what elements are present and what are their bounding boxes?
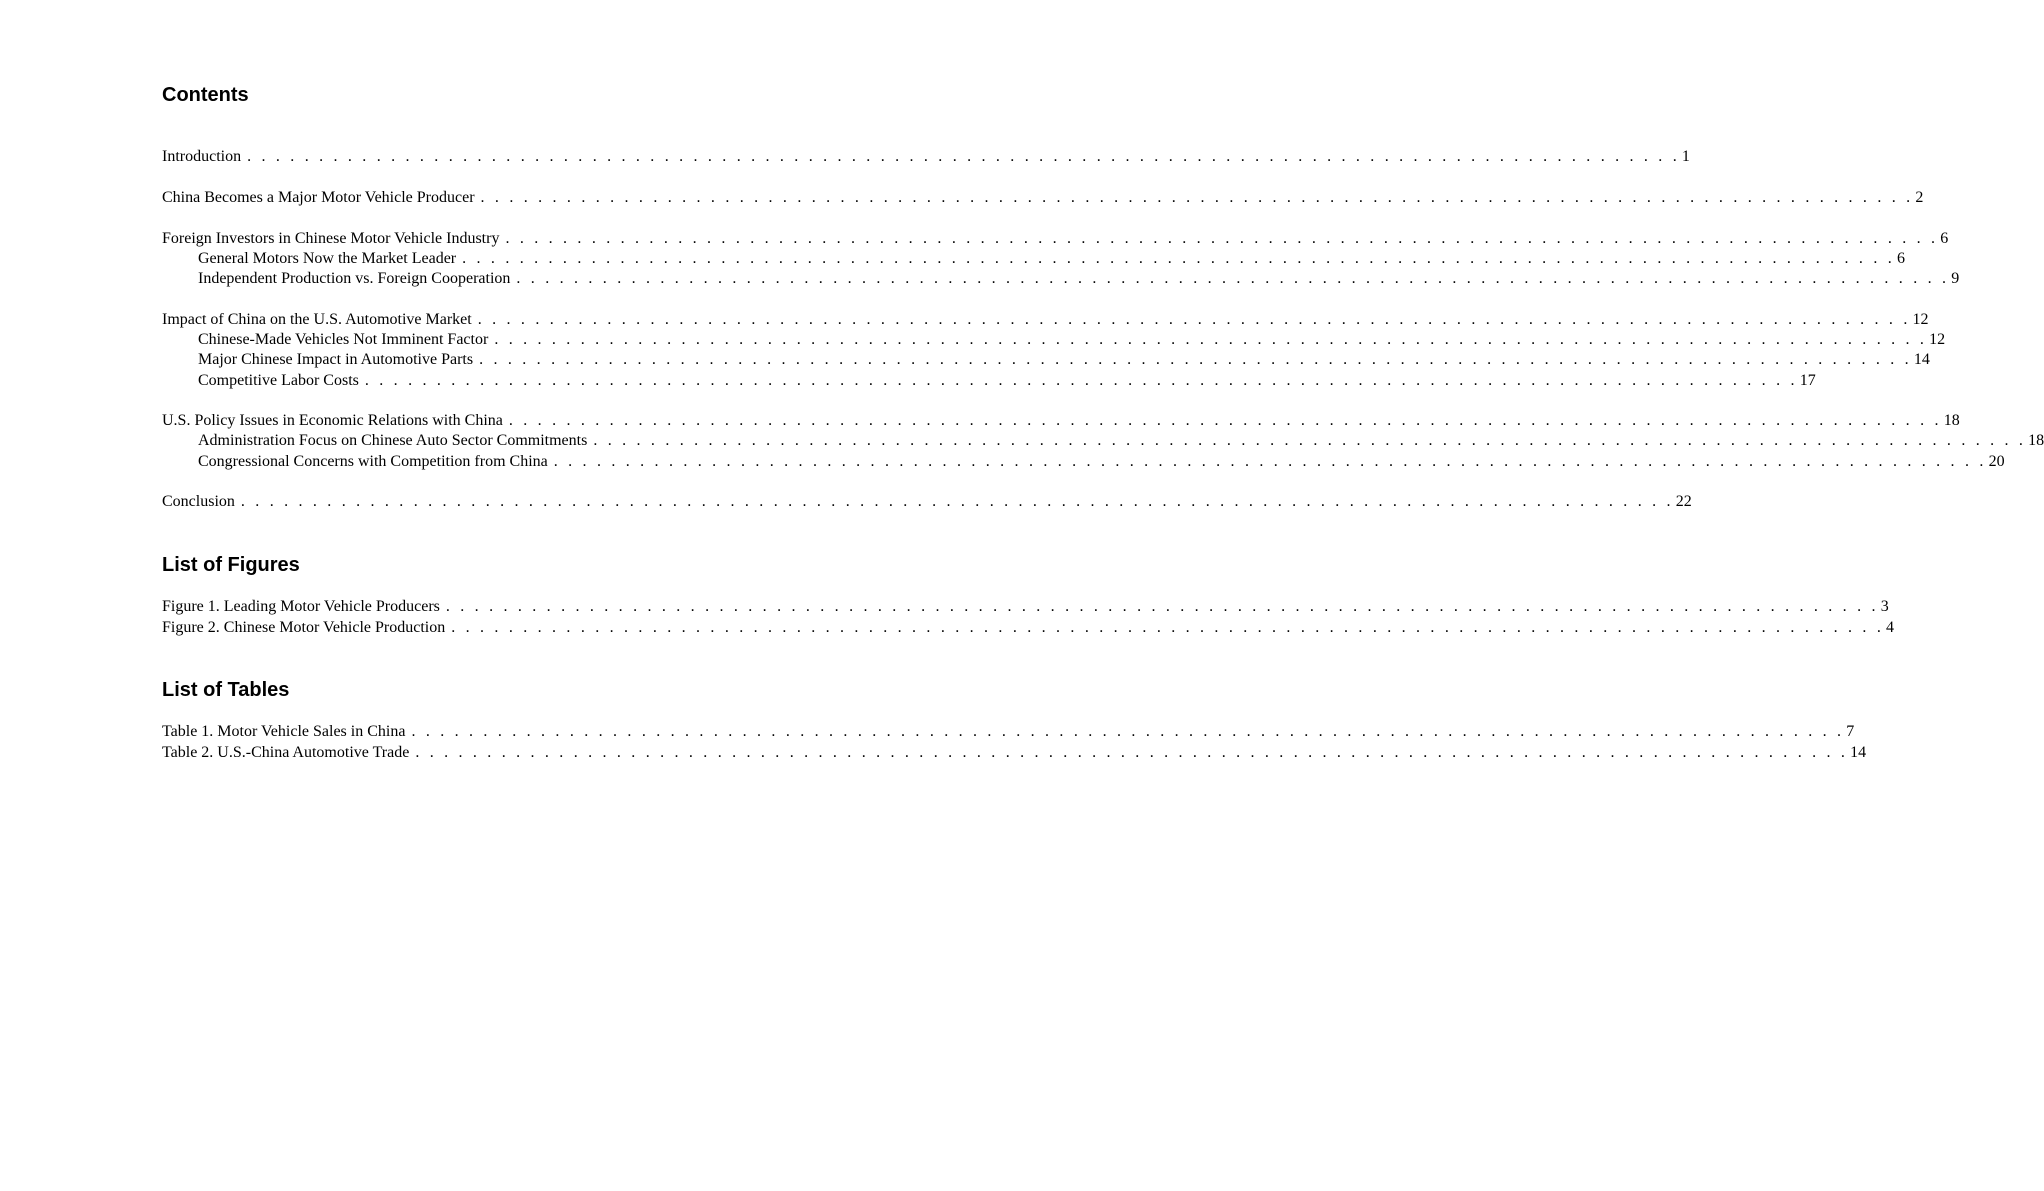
toc-entry-page: 22 bbox=[1675, 493, 1692, 510]
figure-entry-title: Figure 1. Leading Motor Vehicle Producers bbox=[162, 598, 440, 615]
toc-entry-page: 2 bbox=[1915, 189, 1924, 206]
toc-entry-title: Major Chinese Impact in Automotive Parts bbox=[198, 351, 474, 368]
toc-entry-page: 6 bbox=[1896, 250, 1905, 267]
toc-entry-us-policy-issues[interactable] bbox=[162, 411, 1960, 431]
table-entry-title: Table 2. U.S.-China Automotive Trade bbox=[162, 744, 410, 761]
table-entry-title: Table 1. Motor Vehicle Sales in China bbox=[162, 723, 406, 740]
dot-leader: . . . . . . . . . . . . . . . . . . . . . . . . . . . . . . . . . . . . . . . . . . . . . . . . . . . . . . . . . . . . . . . . . . . . . . . . . . . . . . . . . . . . . . . . . . . . . . . . . . . . bbox=[451, 619, 1885, 636]
toc-entry-introduction[interactable] bbox=[162, 147, 1690, 167]
contents-heading: Contents bbox=[162, 84, 249, 106]
toc-entry-chinese-made-vehicles[interactable] bbox=[198, 330, 1946, 350]
dot-leader: . . . . . . . . . . . . . . . . . . . . . . . . . . . . . . . . . . . . . . . . . . . . . . . . . . . . . . . . . . . . . . . . . . . . . . . . . . . . . . . . . . . . . . . . . . . . . . . . . . . . bbox=[480, 189, 1914, 206]
toc-entry-page: 12 bbox=[1912, 311, 1929, 328]
toc-entry-page: 6 bbox=[1940, 230, 1949, 247]
figure-entry-2[interactable] bbox=[162, 618, 1895, 638]
figure-entry-title: Figure 2. Chinese Motor Vehicle Production bbox=[162, 619, 446, 636]
toc-entry-title: Impact of China on the U.S. Automotive Market bbox=[162, 311, 472, 328]
toc-entry-title: Conclusion bbox=[162, 493, 235, 510]
toc-entry-administration-focus[interactable] bbox=[198, 431, 2044, 451]
dot-leader: . . . . . . . . . . . . . . . . . . . . . . . . . . . . . . . . . . . . . . . . . . . . . . . . . . . . . . . . . . . . . . . . . . . . . . . . . . . . . . . . . . . . . . . . . . . . . . . . . . . . bbox=[508, 412, 1942, 429]
dot-leader: . . . . . . . . . . . . . . . . . . . . . . . . . . . . . . . . . . . . . . . . . . . . . . . . . . . . . . . . . . . . . . . . . . . . . . . . . . . . . . . . . . . . . . . . . . . . . . . . . . . . bbox=[411, 723, 1845, 740]
toc-entry-labor-costs[interactable] bbox=[198, 371, 1816, 391]
toc-entry-page: 18 bbox=[2028, 432, 2044, 449]
table-entry-1[interactable] bbox=[162, 722, 1855, 742]
toc-entry-title: Congressional Concerns with Competition from China bbox=[198, 453, 548, 470]
toc-entry-independent-production[interactable] bbox=[198, 269, 1960, 289]
toc-entry-title: U.S. Policy Issues in Economic Relations with China bbox=[162, 412, 503, 429]
list-of-tables-heading: List of Tables bbox=[162, 679, 290, 701]
dot-leader: . . . . . . . . . . . . . . . . . . . . . . . . . . . . . . . . . . . . . . . . . . . . . . . . . . . . . . . . . . . . . . . . . . . . . . . . . . . . . . . . . . . . . . . . . . . . . . . . . . . . bbox=[364, 372, 1798, 389]
toc-entry-title: China Becomes a Major Motor Vehicle Producer bbox=[162, 189, 475, 206]
dot-leader: . . . . . . . . . . . . . . . . . . . . . . . . . . . . . . . . . . . . . . . . . . . . . . . . . . . . . . . . . . . . . . . . . . . . . . . . . . . . . . . . . . . . . . . . . . . . . . . . . . . . bbox=[240, 493, 1674, 510]
toc-entry-page: 20 bbox=[1988, 453, 2005, 470]
toc-entry-page: 18 bbox=[1943, 412, 1960, 429]
dot-leader: . . . . . . . . . . . . . . . . . . . . . . . . . . . . . . . . . . . . . . . . . . . . . . . . . . . . . . . . . . . . . . . . . . . . . . . . . . . . . . . . . . . . . . . . . . . . . . . . . . . . bbox=[415, 744, 1849, 761]
dot-leader: . . . . . . . . . . . . . . . . . . . . . . . . . . . . . . . . . . . . . . . . . . . . . . . . . . . . . . . . . . . . . . . . . . . . . . . . . . . . . . . . . . . . . . . . . . . . . . . . . . . . bbox=[462, 250, 1895, 267]
toc-entry-title: Administration Focus on Chinese Auto Sector Commitments bbox=[198, 432, 588, 449]
toc-entry-congressional-concerns[interactable] bbox=[198, 452, 2005, 472]
figure-entry-page: 4 bbox=[1886, 619, 1895, 636]
dot-leader: . . . . . . . . . . . . . . . . . . . . . . . . . . . . . . . . . . . . . . . . . . . . . . . . . . . . . . . . . . . . . . . . . . . . . . . . . . . . . . . . . . . . . . . . . . . . . . . . . . . . bbox=[477, 311, 1911, 328]
dot-leader: . . . . . . . . . . . . . . . . . . . . . . . . . . . . . . . . . . . . . . . . . . . . . . . . . . . . . . . . . . . . . . . . . . . . . . . . . . . . . . . . . . . . . . . . . . . . . . . . . . . . bbox=[593, 432, 2027, 449]
table-entry-2[interactable] bbox=[162, 743, 1867, 763]
toc-entry-page: 9 bbox=[1951, 270, 1960, 287]
toc-entry-title: Competitive Labor Costs bbox=[198, 372, 359, 389]
dot-leader: . . . . . . . . . . . . . . . . . . . . . . . . . . . . . . . . . . . . . . . . . . . . . . . . . . . . . . . . . . . . . . . . . . . . . . . . . . . . . . . . . . . . . . . . . . . . . . . . . . . . bbox=[494, 331, 1928, 348]
figure-entry-1[interactable] bbox=[162, 597, 1889, 617]
toc-entry-title: General Motors Now the Market Leader bbox=[198, 250, 457, 267]
toc-entry-title: Introduction bbox=[162, 148, 242, 165]
figure-entry-page: 3 bbox=[1880, 598, 1889, 615]
toc-entry-page: 1 bbox=[1681, 148, 1690, 165]
dot-leader: . . . . . . . . . . . . . . . . . . . . . . . . . . . . . . . . . . . . . . . . . . . . . . . . . . . . . . . . . . . . . . . . . . . . . . . . . . . . . . . . . . . . . . . . . . . . . . . . . . . . bbox=[505, 230, 1939, 247]
list-of-figures-heading: List of Figures bbox=[162, 554, 300, 576]
table-entry-page: 7 bbox=[1846, 723, 1855, 740]
toc-entry-title: Independent Production vs. Foreign Cooperation bbox=[198, 270, 511, 287]
toc-entry-title: Foreign Investors in Chinese Motor Vehicle Industry bbox=[162, 230, 500, 247]
dot-leader: . . . . . . . . . . . . . . . . . . . . . . . . . . . . . . . . . . . . . . . . . . . . . . . . . . . . . . . . . . . . . . . . . . . . . . . . . . . . . . . . . . . . . . . . . . . . . . . . . . . . bbox=[247, 148, 1680, 165]
dot-leader: . . . . . . . . . . . . . . . . . . . . . . . . . . . . . . . . . . . . . . . . . . . . . . . . . . . . . . . . . . . . . . . . . . . . . . . . . . . . . . . . . . . . . . . . . . . . . . . . . . . . bbox=[445, 598, 1879, 615]
toc-entry-conclusion[interactable] bbox=[162, 492, 1692, 512]
toc-entry-title: Chinese-Made Vehicles Not Imminent Factor bbox=[198, 331, 489, 348]
toc-entry-general-motors[interactable] bbox=[198, 249, 1905, 269]
dot-leader: . . . . . . . . . . . . . . . . . . . . . . . . . . . . . . . . . . . . . . . . . . . . . . . . . . . . . . . . . . . . . . . . . . . . . . . . . . . . . . . . . . . . . . . . . . . . . . . . . . . . bbox=[553, 453, 1987, 470]
toc-entry-page: 17 bbox=[1799, 372, 1816, 389]
toc-entry-page: 12 bbox=[1929, 331, 1946, 348]
table-entry-page: 14 bbox=[1850, 744, 1867, 761]
toc-entry-impact-of-china[interactable] bbox=[162, 310, 1929, 330]
dot-leader: . . . . . . . . . . . . . . . . . . . . . . . . . . . . . . . . . . . . . . . . . . . . . . . . . . . . . . . . . . . . . . . . . . . . . . . . . . . . . . . . . . . . . . . . . . . . . . . . . . . . bbox=[479, 351, 1912, 368]
toc-entry-page: 14 bbox=[1913, 351, 1930, 368]
toc-entry-foreign-investors[interactable] bbox=[162, 229, 1949, 249]
dot-leader: . . . . . . . . . . . . . . . . . . . . . . . . . . . . . . . . . . . . . . . . . . . . . . . . . . . . . . . . . . . . . . . . . . . . . . . . . . . . . . . . . . . . . . . . . . . . . . . . . . . . bbox=[516, 270, 1950, 287]
toc-entry-china-becomes-producer[interactable] bbox=[162, 188, 1924, 208]
toc-entry-automotive-parts[interactable] bbox=[198, 350, 1930, 370]
